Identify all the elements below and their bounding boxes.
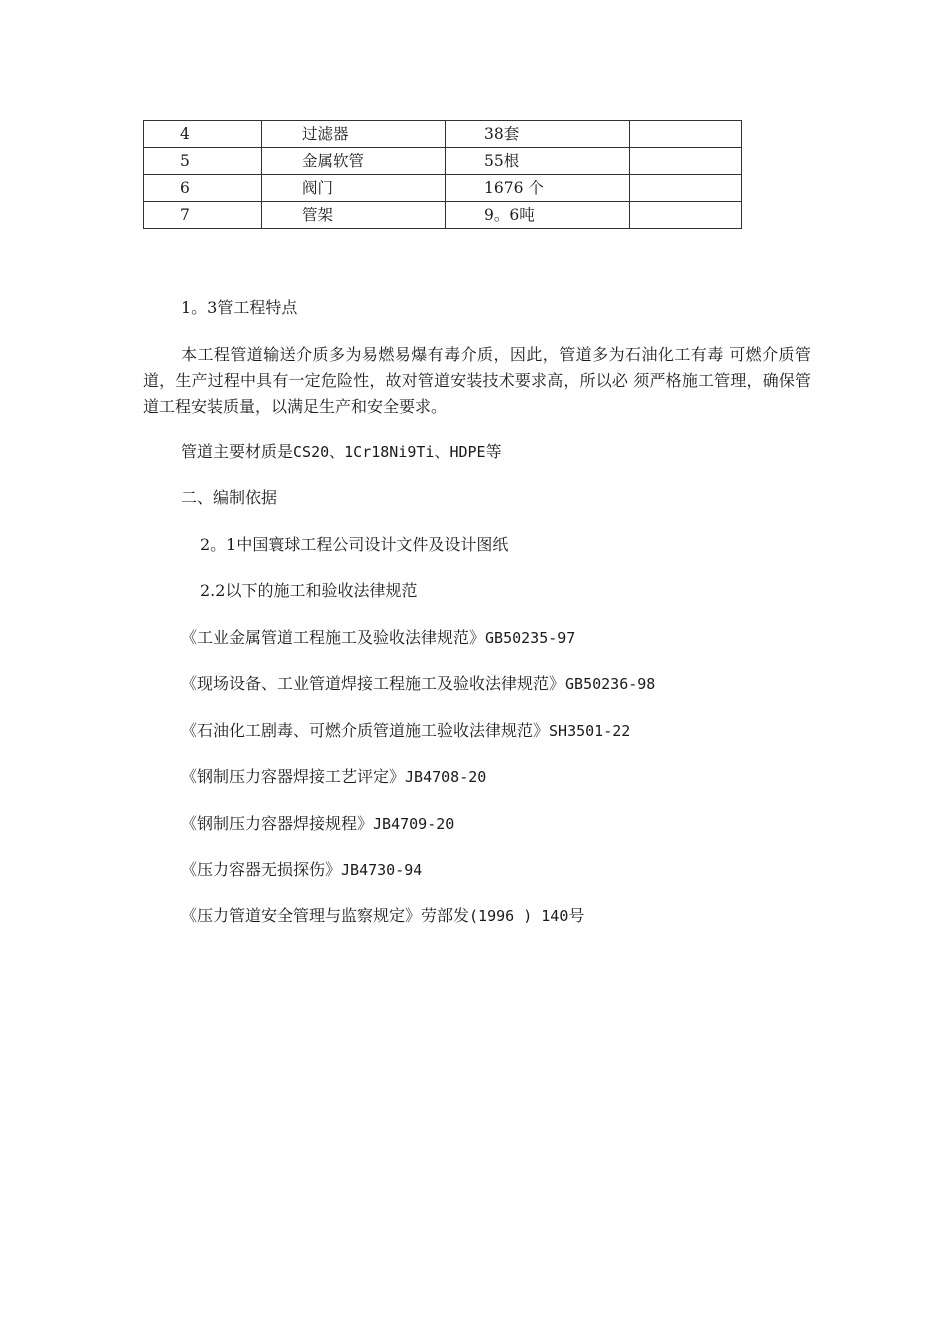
standard-code: GB50235-97 — [485, 629, 576, 647]
item-name: 金属软管 — [262, 148, 446, 175]
item-quantity: 1676 个 — [446, 175, 630, 202]
item-quantity: 55根 — [446, 148, 630, 175]
item-remark — [630, 121, 742, 148]
standard-item — [181, 813, 454, 835]
row-number: 6 — [144, 175, 262, 202]
standard-code: (1996 ) 140 — [469, 907, 569, 925]
item-2-2: 2.2以下的施工和验收法律规范 — [200, 581, 418, 600]
standard-item — [181, 627, 575, 649]
standard-code: GB50236-98 — [565, 675, 656, 693]
item-remark — [630, 148, 742, 175]
standard-title: 《钢制压力容器焊接工艺评定》 — [181, 767, 406, 786]
materials-table-container — [143, 120, 742, 229]
standard-code: SH3501-22 — [549, 722, 631, 740]
standard-item — [181, 673, 655, 695]
standard-title: 《现场设备、工业管道焊接工程施工及验收法律规范》 — [181, 674, 566, 693]
standard-suffix: 号 — [568, 906, 585, 925]
standard-title: 《压力容器无损探伤》 — [181, 860, 342, 879]
section-2-heading: 二、编制依据 — [181, 488, 278, 507]
table-row — [144, 202, 742, 229]
item-quantity: 38套 — [446, 121, 630, 148]
item-name: 阀门 — [262, 175, 446, 202]
standard-title: 《压力管道安全管理与监察规定》劳部发 — [181, 906, 470, 925]
section-1-3-paragraph: 本工程管道输送介质多为易燃易爆有毒介质，因此，管道多为石油化工有毒 可燃介质管道，生产过程中具有一定危险性，故对管道安装技术要求高，所以必 须严格施工管理，确保管道工程安装质量，以满足生产和安全要求。 — [143, 345, 811, 416]
standard-item — [181, 859, 422, 881]
table-row — [144, 121, 742, 148]
section-1-3-heading: 1。3管工程特点 — [181, 298, 298, 317]
row-number: 4 — [144, 121, 262, 148]
item-remark — [630, 202, 742, 229]
standard-code: JB4709-20 — [373, 815, 455, 833]
standard-item — [181, 766, 486, 788]
materials-table — [143, 120, 742, 229]
materials-prefix: 管道主要材质是 — [181, 442, 294, 461]
item-quantity: 9。6吨 — [446, 202, 630, 229]
row-number: 7 — [144, 202, 262, 229]
row-number: 5 — [144, 148, 262, 175]
table-row — [144, 175, 742, 202]
standard-item — [181, 905, 584, 927]
materials-suffix: 等 — [485, 442, 502, 461]
materials-line — [181, 441, 502, 463]
standard-title: 《钢制压力容器焊接规程》 — [181, 814, 374, 833]
standard-code: JB4708-20 — [405, 768, 487, 786]
item-name: 管架 — [262, 202, 446, 229]
materials-codes: CS20、1Cr18Ni9Ti、HDPE — [293, 443, 486, 461]
table-row — [144, 148, 742, 175]
standard-title: 《石油化工剧毒、可燃介质管道施工验收法律规范》 — [181, 721, 550, 740]
item-name: 过滤器 — [262, 121, 446, 148]
item-remark — [630, 175, 742, 202]
standard-code: JB4730-94 — [341, 861, 423, 879]
item-2-1: 2。1中国寰球工程公司设计文件及设计图纸 — [200, 535, 509, 554]
standard-title: 《工业金属管道工程施工及验收法律规范》 — [181, 628, 486, 647]
standard-item — [181, 720, 630, 742]
